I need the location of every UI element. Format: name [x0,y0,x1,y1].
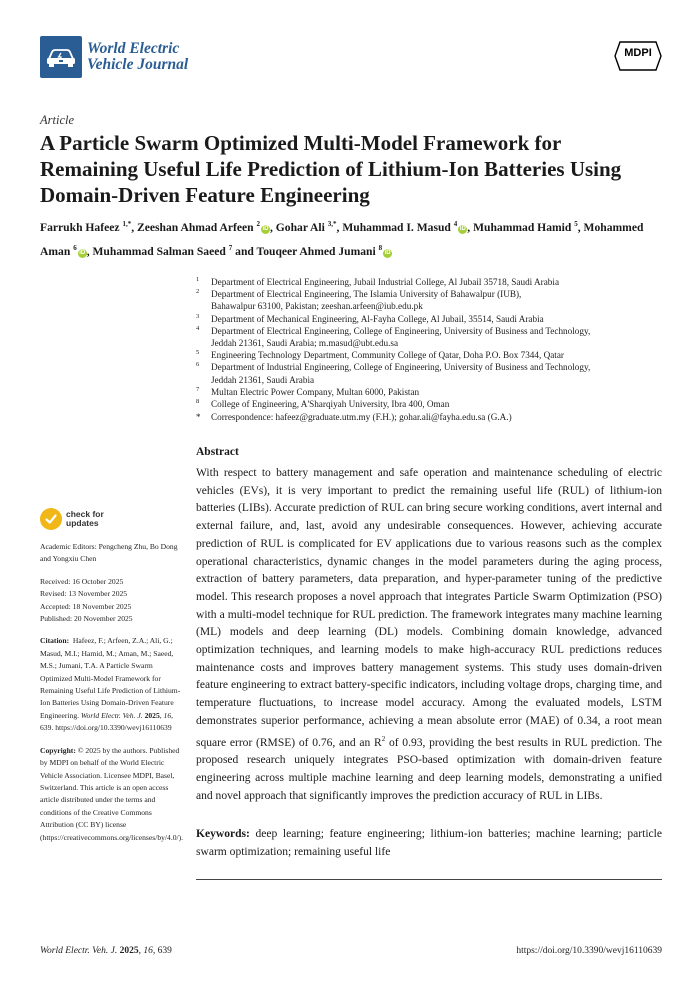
journal-name-line1: World Electric [87,40,180,57]
keywords-label: Keywords: [196,828,250,840]
page-header [40,36,662,80]
orcid-icon[interactable]: iD [262,225,269,232]
affiliation-item: 7 Multan Electric Power Company, Multan 6000, Pakistan [196,385,420,397]
author[interactable]: Muhammad Hamid $^5$ [473,220,578,234]
citation: Citation: Hafeez, F.; Arfeen, Z.A.; Ali, G.; Masud, M.I.; Hamid, M.; Aman, M.; Saeed, M.S.; Jumani, T.A. A Particle Swarm Optimized Multi-Model Framework for Remaining Useful Life Prediction of Lithium-Ion Batteries Using Domain-Driven Feature Engineering. World Electr. Veh. J. 2025, 16, 639. https://doi.org/10.3390/wevj16110639 [40,636,181,733]
academic-editors: Academic Editors: Pengcheng Zhu, Bo Dong and Yongxiu Chen [40,542,178,564]
publisher-name: MDPI [624,47,652,59]
affiliation-item: 4 Department of Electrical Engineering, College of Engineering, University of Business and Technology, Jeddah 21361, Saudi Arabia; m.masud@ubt.edu.sa [196,324,591,349]
checkmark-icon [40,508,62,530]
footer-doi-link[interactable]: https://doi.org/10.3390/wevj16110639 [516,946,662,956]
footer-citation: World Electr. Veh. J. 2025, 16, 639 [40,946,172,956]
author[interactable]: Mohammed Aman $^6$iD [40,220,644,258]
author[interactable]: Gohar Ali $^{3,*}$ [275,220,337,234]
received-date: Received: 16 October 2025 [40,576,124,586]
mdpi-logo[interactable] [614,40,662,72]
check-updates-line2: updates [66,518,99,528]
car-icon [40,36,82,78]
copyright: Copyright: © 2025 by the authors. Published by MDPI on behalf of the World Electric Vehicle Association. Licensee MDPI, Basel, Switzerland. This article is an open access article distributed under the terms and conditions of the Creative Commons Attribution (CC BY) license (https://creativecommons.org/licenses/by/4.0/). [40,745,184,842]
revised-date: Revised: 13 November 2025 [40,589,128,599]
accepted-date: Accepted: 18 November 2025 [40,601,132,611]
author[interactable]: Touqeer Ahmed Jumani $^8$iD [256,243,391,258]
author[interactable]: Farrukh Hafeez $^{1,*}$ [40,220,132,234]
journal-name [87,41,188,73]
author-list: Farrukh Hafeez $^{1,*}$, Zeeshan Ahmad Arfeen $^2$iD , Gohar Ali $^{3,*}$, Muhammad I. Masud $^4$iD , Muhammad Hamid $^5$, Mohammed Aman $^6$iD , Muhammad Salman Saeed $^7$ and Touqeer Ahmed Jumani $^8$iD [40,220,644,258]
copyright-label: Copyright: [40,745,76,755]
author[interactable]: Muhammad I. Masud $^4$iD [342,220,466,234]
orcid-icon[interactable]: iD [459,225,466,232]
orcid-icon[interactable]: iD [384,249,391,256]
check-for-updates-button[interactable] [40,508,182,530]
check-updates-line1: check for [66,508,104,519]
keywords-text: deep learning; feature engineering; lithium-ion batteries; machine learning; particle swarm optimization; remaining useful life [196,828,662,858]
affiliations [196,276,666,423]
affiliation-item: 5 Engineering Technology Department, Community College of Qatar, Doha P.O. Box 7344, Qatar [196,349,564,361]
author[interactable]: Muhammad Salman Saeed $^7$ [92,243,233,258]
published-date: Published: 20 November 2025 [40,614,133,624]
orcid-icon[interactable]: iD [79,249,86,256]
keywords [196,826,662,861]
correspondence: * Correspondence: hafeez@graduate.utm.my (F.H.); gohar.ali@fayha.edu.sa (G.A.) [196,412,512,423]
journal-logo[interactable] [40,36,188,78]
article-title: A Particle Swarm Optimized Multi-Model Framework for Remaining Useful Life Prediction of Lithium-Ion Batteries Using Domain-Driven Feature Engineering [40,131,622,207]
abstract-heading: Abstract [196,446,239,458]
affiliation-item: 2 Department of Electrical Engineering, The Islamia University of Bahawalpur (IUB), Bahawalpur 63100, Pakistan; zeeshan.arfeen@iub.edu.pk [196,288,522,312]
citation-label: Citation: [40,636,70,646]
author[interactable]: Zeeshan Ahmad Arfeen $^2$iD [136,220,269,234]
article-type: Article [40,113,75,127]
affiliation-item: 1 Department of Electrical Engineering, Jubail Industrial College, Al Jubail 35718, Saudi Arabia [196,276,560,287]
sidebar [40,508,182,854]
affiliation-item: 6 Department of Industrial Engineering, College of Engineering, University of Business and Technology, Jeddah 21361, Saudi Arabia [196,361,591,385]
divider [196,879,662,880]
dates [40,576,182,626]
affiliation-item: 8 College of Engineering, A'Sharqiyah University, Ibra 400, Oman [196,398,450,410]
affiliation-item: 3 Department of Mechanical Engineering, Al-Fayha College, Al Jubail, 35514, Saudi Arabia [196,312,544,324]
abstract-text: With respect to battery management and safe operation and maintenance scheduling of electric vehicles (EVs), it is very important to predict the remaining useful life (RUL) of lithium-ion batteries (LIBs). Accurate prediction of RUL can bring secure working conditions, avert internal and external failure, and, last, avoid any undesirable consequences. However, achieving accurate prediction of RUL is complicated for EV applications due to various reasons such as the complex operational characteristics, dynamic changes in the model parameters during the aging process, extraction of battery parameters, data preparation, and hyper-parameter tuning of the predictive model. This research proposes a novel approach that integrates Particle Swarm Optimization (PSO) with a multi-model technique for RUL prediction. The framework integrates many machine learning (ML) models and deep learning (DL) models. Combining domain knowledge, advanced optimization techniques, and learning models to make high-accuracy RUL predictions reduces maintenance costs and improves battery management systems. This study uses domain-driven feature engineering to extract battery-specific indicators, including voltage drops, charging time, and temperature fluctuations, to increase model accuracy. Among the evaluated models, LSTM demonstrates superior performance, achieving a mean absolute error (MAE) of 0.34, a root mean square error (RMSE) of 0.76, and an $R^2$ of 0.93, providing the best results in RUL prediction. The proposed research uniquely integrates PSO-based optimization with domain-driven feature engineering across multiple machine learning and deep learning models, demonstrating a unified and novel approach that significantly improves the prediction accuracy of RUL in LIBs. [196,467,662,802]
journal-name-line2: Vehicle Journal [87,56,189,73]
